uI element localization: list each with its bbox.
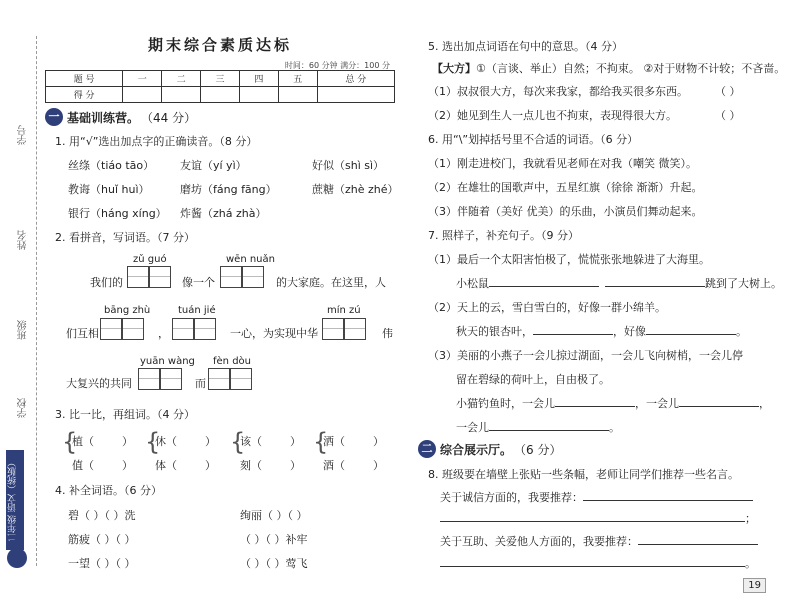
q2-text: 我们的	[90, 276, 123, 289]
q5-definition	[432, 60, 785, 76]
brace-icon: {	[145, 428, 161, 456]
exam-meta: 时间：60 分钟 满分：100 分	[284, 61, 390, 70]
page-title: 期末综合素质达标	[147, 36, 292, 54]
q7-prompt: 7. 照样子，补充句子。（9 分）	[428, 229, 579, 242]
table-cell: 四	[239, 71, 278, 87]
q8-line: 关于互助、关爱他人方面的，我要推荐：	[440, 533, 758, 549]
q7-example: （3）美丽的小燕子一会儿掠过湖面，一会儿飞向树梢，一会儿停	[428, 349, 743, 362]
pinyin-label: zǔ guó	[133, 254, 167, 265]
q4-item[interactable]: 绚丽（ ）（ ）	[240, 509, 308, 522]
answer-paren[interactable]: （ ）	[715, 85, 741, 98]
section-number: 一	[45, 108, 63, 126]
write-box-pair[interactable]	[208, 368, 252, 390]
pinyin-label: tuán jié	[178, 305, 216, 316]
table-cell: 总 分	[317, 71, 394, 87]
pinyin-label: mín zú	[327, 305, 361, 316]
q2-text: 像一个	[182, 276, 215, 289]
q7-example: （1）最后一个太阳害怕极了，慌慌张张地躲进了大海里。	[428, 253, 710, 266]
write-box[interactable]	[208, 368, 230, 390]
section-1-heading	[45, 108, 196, 126]
score-input[interactable]	[317, 87, 394, 103]
write-box-pair[interactable]	[322, 318, 366, 340]
answer-blank[interactable]	[605, 286, 705, 287]
q1-item[interactable]: 磨坊（fáng fāng）	[180, 183, 277, 196]
q4-item[interactable]: 碧（ ）（ ）洗	[68, 509, 136, 522]
write-box[interactable]	[160, 368, 182, 390]
q3-word[interactable]: 值（ ）	[72, 459, 133, 472]
q7-line: 小松鼠 跳到了大树上。	[456, 277, 782, 290]
q1-item[interactable]: 银行（háng xíng）	[68, 207, 167, 220]
q2-text: 的大家庭。在这里，人	[276, 276, 386, 289]
score-input[interactable]	[239, 87, 278, 103]
def-text: ①（言谈、举止）自然；不拘束。 ②对于财物不计较；不吝啬。	[476, 62, 786, 75]
q8-prompt: 8. 班级要在墙壁上张贴一些条幅，老师让同学们推荐一些名言。	[428, 468, 739, 481]
q6-prompt: 6. 用“\”划掉括号里不合适的词语。（6 分）	[428, 133, 639, 146]
brace-icon: {	[62, 428, 78, 456]
def-tag: 【大方】	[432, 62, 476, 75]
q2-text: 们互相	[66, 327, 99, 340]
write-box[interactable]	[194, 318, 216, 340]
answer-blank[interactable]	[646, 334, 736, 335]
pinyin-label: wēn nuǎn	[226, 254, 275, 265]
section-title: 综合展示厅。	[440, 442, 513, 457]
q3-prompt: 3. 比一比，再组词。（4 分）	[55, 408, 195, 421]
answer-paren[interactable]: （ ）	[715, 109, 741, 122]
q2-prompt: 2. 看拼音，写词语。（7 分）	[55, 231, 195, 244]
q4-item[interactable]: （ ）（ ）莺飞	[240, 557, 308, 570]
write-box[interactable]	[172, 318, 194, 340]
q6-item[interactable]: （2）在雄壮的国歌声中，五星红旗（徐徐 渐渐）升起。	[428, 181, 703, 194]
q8-line: ；	[440, 510, 756, 526]
pinyin-label: yuān wàng	[140, 356, 195, 367]
table-cell: 得 分	[46, 87, 123, 103]
brace-icon: {	[230, 428, 246, 456]
q1-item[interactable]: 炸酱（zhá zhà）	[180, 207, 267, 220]
q1-item[interactable]: 好似（shì sì）	[312, 159, 385, 172]
q7-example: 留在碧绿的荷叶上，自由极了。	[456, 373, 610, 386]
q1-item[interactable]: 教诲（huǐ huì）	[68, 183, 150, 196]
q1-prompt: 1. 用“√”选出加点字的正确读音。（8 分）	[55, 135, 258, 148]
label-name: 姓名	[18, 230, 29, 250]
answer-blank[interactable]	[679, 406, 759, 407]
answer-blank[interactable]	[440, 566, 745, 567]
score-table	[45, 70, 395, 103]
brace-icon: {	[313, 428, 329, 456]
write-box[interactable]	[149, 266, 171, 288]
table-cell: 五	[278, 71, 317, 87]
answer-blank[interactable]	[555, 406, 635, 407]
write-box[interactable]	[344, 318, 366, 340]
write-box-pair[interactable]	[220, 266, 264, 288]
q1-item[interactable]: 友谊（yí yì）	[180, 159, 247, 172]
write-box[interactable]	[100, 318, 122, 340]
q6-item[interactable]: （3）伴随着（美好 优美）的乐曲，小演员们舞动起来。	[428, 205, 703, 218]
q2-text: ，	[158, 327, 169, 340]
section-2-heading	[418, 440, 561, 458]
q2-text: 大复兴的共同	[66, 377, 132, 390]
section-title: 基础训练营。	[67, 110, 140, 125]
q4-item[interactable]: 一望（ ）（ ）	[68, 557, 136, 570]
label-class: 班级	[18, 320, 29, 340]
write-box-pair[interactable]	[100, 318, 144, 340]
write-box-pair[interactable]	[127, 266, 171, 288]
q5-item: （1）叔叔很大方，每次来我家，都给我买很多东西。	[428, 85, 688, 98]
q3-word[interactable]: 洒（ ）	[323, 435, 384, 448]
q3-word[interactable]: 植（ ）	[72, 435, 133, 448]
write-box[interactable]	[127, 266, 149, 288]
table-cell: 三	[201, 71, 240, 87]
q3-word[interactable]: 休（ ）	[155, 435, 216, 448]
q7-line: 小猫钓鱼时，一会儿 ，一会儿 ，	[456, 397, 770, 410]
page-number: 19	[743, 578, 766, 593]
binding-line	[36, 36, 37, 566]
answer-blank[interactable]	[583, 500, 753, 501]
q7-line: 秋天的银杏叶， ，好像 。	[456, 325, 747, 338]
write-box[interactable]	[138, 368, 160, 390]
table-row	[46, 87, 395, 103]
score-input[interactable]	[123, 87, 162, 103]
table-cell: 二	[162, 71, 201, 87]
pinyin-label: fèn dòu	[213, 356, 251, 367]
score-input[interactable]	[278, 87, 317, 103]
answer-blank[interactable]	[638, 544, 758, 545]
table-cell: 一	[123, 71, 162, 87]
write-box[interactable]	[220, 266, 242, 288]
answer-blank[interactable]	[440, 521, 745, 522]
answer-blank[interactable]	[489, 286, 599, 287]
write-box[interactable]	[322, 318, 344, 340]
q2-text: 一心，为实现中华	[230, 327, 318, 340]
section-number: 二	[418, 440, 436, 458]
write-box-pair[interactable]	[172, 318, 216, 340]
q8-line: 关于诚信方面的，我要推荐：	[440, 489, 753, 505]
q3-word[interactable]: 刻（ ）	[240, 459, 301, 472]
q1-item[interactable]: 丝绦（tiáo tāo）	[68, 159, 155, 172]
label-school: 学校	[18, 398, 29, 418]
write-box[interactable]	[242, 266, 264, 288]
write-box-pair[interactable]	[138, 368, 182, 390]
pinyin-label: bāng zhù	[104, 305, 151, 316]
q5-prompt: 5. 选出加点词语在句中的意思。（4 分）	[428, 40, 623, 53]
logo-icon	[7, 548, 27, 568]
write-box[interactable]	[122, 318, 144, 340]
q4-prompt: 4. 补全词语。（6 分）	[55, 484, 162, 497]
score-input[interactable]	[201, 87, 240, 103]
q4-item[interactable]: 筋疲（ ）（ ）	[68, 533, 136, 546]
table-cell: 题 号	[46, 71, 123, 87]
table-row	[46, 71, 395, 87]
q7-line: 一会儿 。	[456, 421, 620, 434]
q1-item[interactable]: 蔗糖（zhè zhé）	[312, 183, 399, 196]
q8-line: 。	[440, 555, 756, 571]
write-box[interactable]	[230, 368, 252, 390]
q5-item: （2）她见到生人一点儿也不拘束，表现得很大方。	[428, 109, 677, 122]
q4-item[interactable]: （ ）（ ）补牢	[240, 533, 308, 546]
answer-blank[interactable]	[533, 334, 613, 335]
label-student-id: 学号	[18, 125, 29, 145]
section-points: （44 分）	[141, 110, 197, 125]
answer-blank[interactable]	[489, 430, 609, 431]
q3-word[interactable]: 酒（ ）	[323, 459, 384, 472]
grade-strip: 二年级 语文（统版）	[6, 450, 24, 550]
score-input[interactable]	[162, 87, 201, 103]
q7-example: （2）天上的云，雪白雪白的，好像一群小绵羊。	[428, 301, 666, 314]
q2-text: 伟	[382, 327, 393, 340]
q6-item[interactable]: （1）刚走进校门，我就看见老师在对我（嘲笑 微笑）。	[428, 157, 697, 170]
q3-word[interactable]: 体（ ）	[155, 459, 216, 472]
q3-word[interactable]: 该（ ）	[240, 435, 301, 448]
section-points: （6 分）	[514, 442, 562, 457]
q2-text: 而	[195, 377, 206, 390]
